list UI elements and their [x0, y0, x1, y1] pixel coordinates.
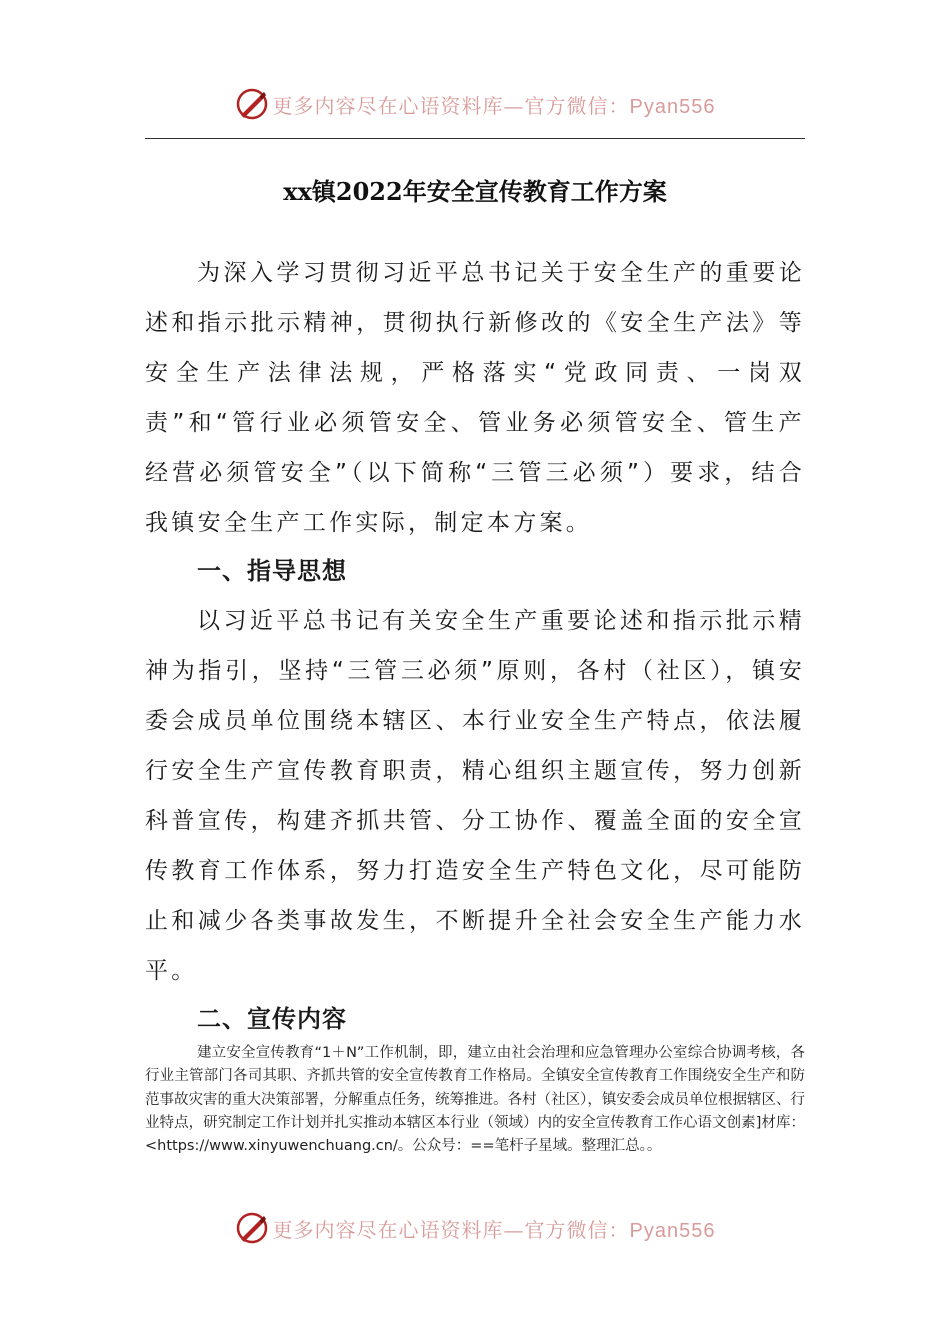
wechat-id: Pyan556 — [629, 95, 716, 118]
document-title: xx镇2022年安全宣传教育工作方案 — [283, 177, 667, 206]
banner-text: 更多内容尽在心语资料库—官方微信：Pyan556 — [272, 93, 716, 118]
section1-heading: 一、指导思想 — [197, 557, 347, 585]
header-banner — [0, 84, 950, 124]
intro-paragraph: 为深入学习贯彻习近平总书记关于安全生产的重要论述和指示批示精神，贯彻执行新修改的《安全生产法》等安全生产法律法规，严格落实“党政同责、一岗双责”和“管行业必须管安全、管业务必须管安全、管生产经营必须管安全”（以下简称“三管三必须”）要求，结合我镇安全生产工作实际，制定本方案。 — [145, 260, 805, 536]
wechat-id: Pyan556 — [629, 1219, 716, 1242]
header-rule — [145, 138, 805, 139]
section1-paragraph: 以习近平总书记有关安全生产重要论述和指示批示精神为指引，坚持“三管三必须”原则，各村（社区），镇安委会成员单位围绕本辖区、本行业安全生产特点，依法履行安全生产宣传教育职责，精心组织主题宣传，努力创新科普宣传，构建齐抓共管、分工协作、覆盖全面的安全宣传教育工作体系，努力打造安全生产特色文化，尽可能防止和减少各类事故发生，不断提升全社会安全生产能力水平。 — [145, 608, 805, 984]
section2-heading: 二、宣传内容 — [197, 1005, 347, 1033]
section2-paragraph: 建立安全宣传教育“1＋N”工作机制，即，建立由社会治理和应急管理办公室综合协调考核，各行业主管部门各司其职、齐抓共管的安全宣传教育工作格局。全镇安全宣传教育工作围绕安全生产和防范事故灾害的重大决策部署，分解重点任务，统筹推进。各村（社区），镇安委会成员单位根据辖区、行业特点，研究制定工作计划并扎实推动本辖区本行业（领域）内的安全宣传教育工作心语文创素]材库：<https://www.xinyuwenchuang.cn/。公众号：==笔杆子星域。整理汇总。。 — [145, 1045, 805, 1155]
pen-logo-icon — [235, 1211, 269, 1245]
banner-text: 更多内容尽在心语资料库—官方微信：Pyan556 — [272, 1217, 716, 1242]
pen-logo-icon — [235, 87, 269, 121]
footer-banner — [0, 1208, 950, 1248]
